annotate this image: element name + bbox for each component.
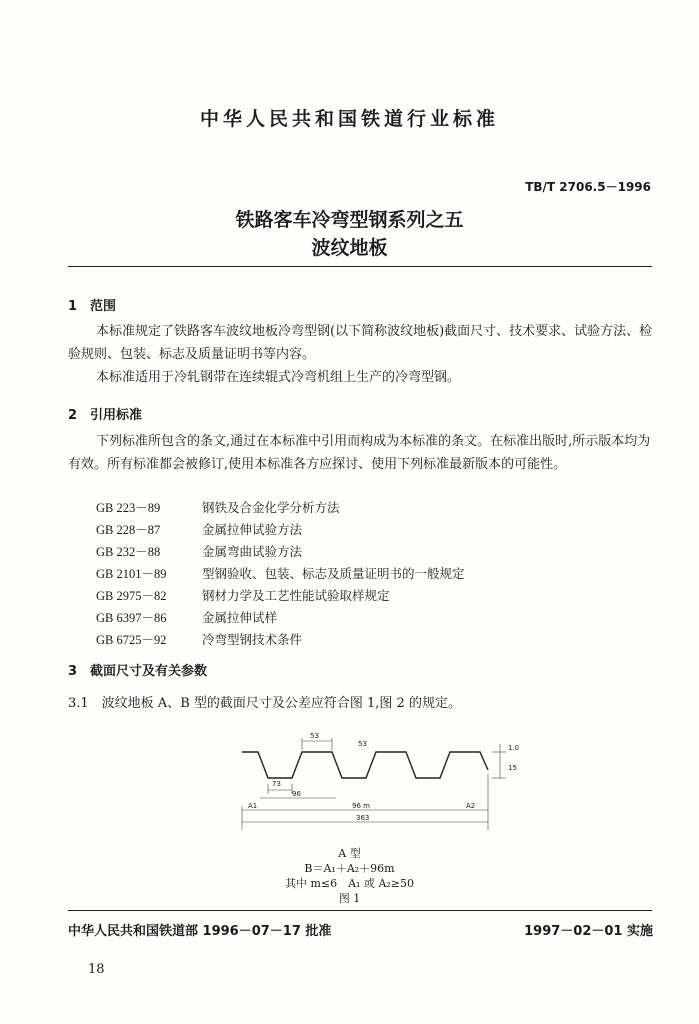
section-1-paragraph-2: 本标准适用于冷轧钢带在连续辊式冷弯机组上生产的冷弯型钢。 <box>96 370 461 385</box>
reference-code: GB 223－89 <box>96 501 161 515</box>
figure-condition: 其中 m≤6 A₁ 或 A₂≥50 <box>284 877 415 890</box>
reference-row <box>96 520 302 542</box>
title-divider <box>68 266 652 267</box>
reference-name: 型钢验收、包装、标志及质量证明书的一般规定 <box>202 566 465 581</box>
reference-code: GB 2101－89 <box>96 567 167 581</box>
dim-a2: A2 <box>466 802 476 810</box>
section-2-heading: 2 引用标准 <box>68 408 143 423</box>
reference-code: GB 6725－92 <box>96 633 167 647</box>
page-number: 18 <box>88 962 105 977</box>
section-2-paragraph-1: 下列标准所包含的条文,通过在本标准中引用而构成为本标准的条文。在标准出版时,所示版本均为有效。所有标准都会被修订,使用本标准各方应探讨、使用下列标准最新版本的可能性。 <box>68 434 651 472</box>
dim-middle: 96 m <box>352 802 370 810</box>
reference-code: GB 228－87 <box>96 523 161 537</box>
dim-top-width: 53 <box>310 732 319 740</box>
reference-name: 金属拉伸试样 <box>202 610 278 625</box>
figure-type-caption: A 型 <box>338 847 361 860</box>
section-1-paragraph-1: 本标准规定了铁路客车波纹地板冷弯型钢(以下简称波纹地板)截面尺寸、技术要求、试验方法、检验规则、包装、标志及质量证明书等内容。 <box>68 324 653 362</box>
approval-text: 中华人民共和国铁道部 1996－07－17 批准 <box>68 924 332 939</box>
dim-height: 15 <box>508 764 517 772</box>
section-3-heading: 3 截面尺寸及有关参数 <box>68 664 208 679</box>
reference-code: GB 6397－86 <box>96 611 167 625</box>
corrugated-profile-figure <box>230 730 530 840</box>
header-title: 中华人民共和国铁道行业标准 <box>199 108 499 130</box>
reference-row <box>96 498 340 520</box>
standard-code: TB/T 2706.5－1996 <box>525 180 651 194</box>
reference-name: 金属弯曲试验方法 <box>202 544 303 559</box>
reference-row <box>96 586 390 608</box>
reference-code: GB 232－88 <box>96 545 161 559</box>
dim-a1: A1 <box>248 802 258 810</box>
section-3-1-text: 3.1 波纹地板 A、B 型的截面尺寸及公差应符合图 1,图 2 的规定。 <box>68 696 461 711</box>
dim-total: 363 <box>356 814 370 822</box>
document-title-line2: 波纹地板 <box>311 237 388 259</box>
dim-thickness: 1.0 <box>508 744 520 752</box>
corrugated-profile <box>242 752 488 778</box>
figure-formula: B＝A₁＋A₂＋96m <box>304 862 395 875</box>
reference-row <box>96 564 465 586</box>
dim-inner-small: 53 <box>358 740 367 748</box>
document-title-line1: 铁路客车冷弯型钢系列之五 <box>235 209 464 231</box>
reference-row <box>96 542 302 564</box>
reference-code: GB 2975－82 <box>96 589 167 603</box>
reference-row <box>96 630 302 652</box>
section-1-heading: 1 范围 <box>68 299 117 314</box>
reference-name: 钢铁及合金化学分析方法 <box>202 500 340 515</box>
dim-pitch: 96 <box>292 790 301 798</box>
figure-number: 图 1 <box>338 892 361 905</box>
reference-row <box>96 608 277 630</box>
reference-name: 冷弯型钢技术条件 <box>202 632 303 647</box>
reference-name: 钢材力学及工艺性能试验取样规定 <box>202 588 390 603</box>
reference-name: 金属拉伸试验方法 <box>202 522 303 537</box>
dim-bottom-width: 73 <box>272 780 281 788</box>
footer-divider <box>68 910 652 911</box>
implementation-text: 1997－02－01 实施 <box>524 924 653 939</box>
